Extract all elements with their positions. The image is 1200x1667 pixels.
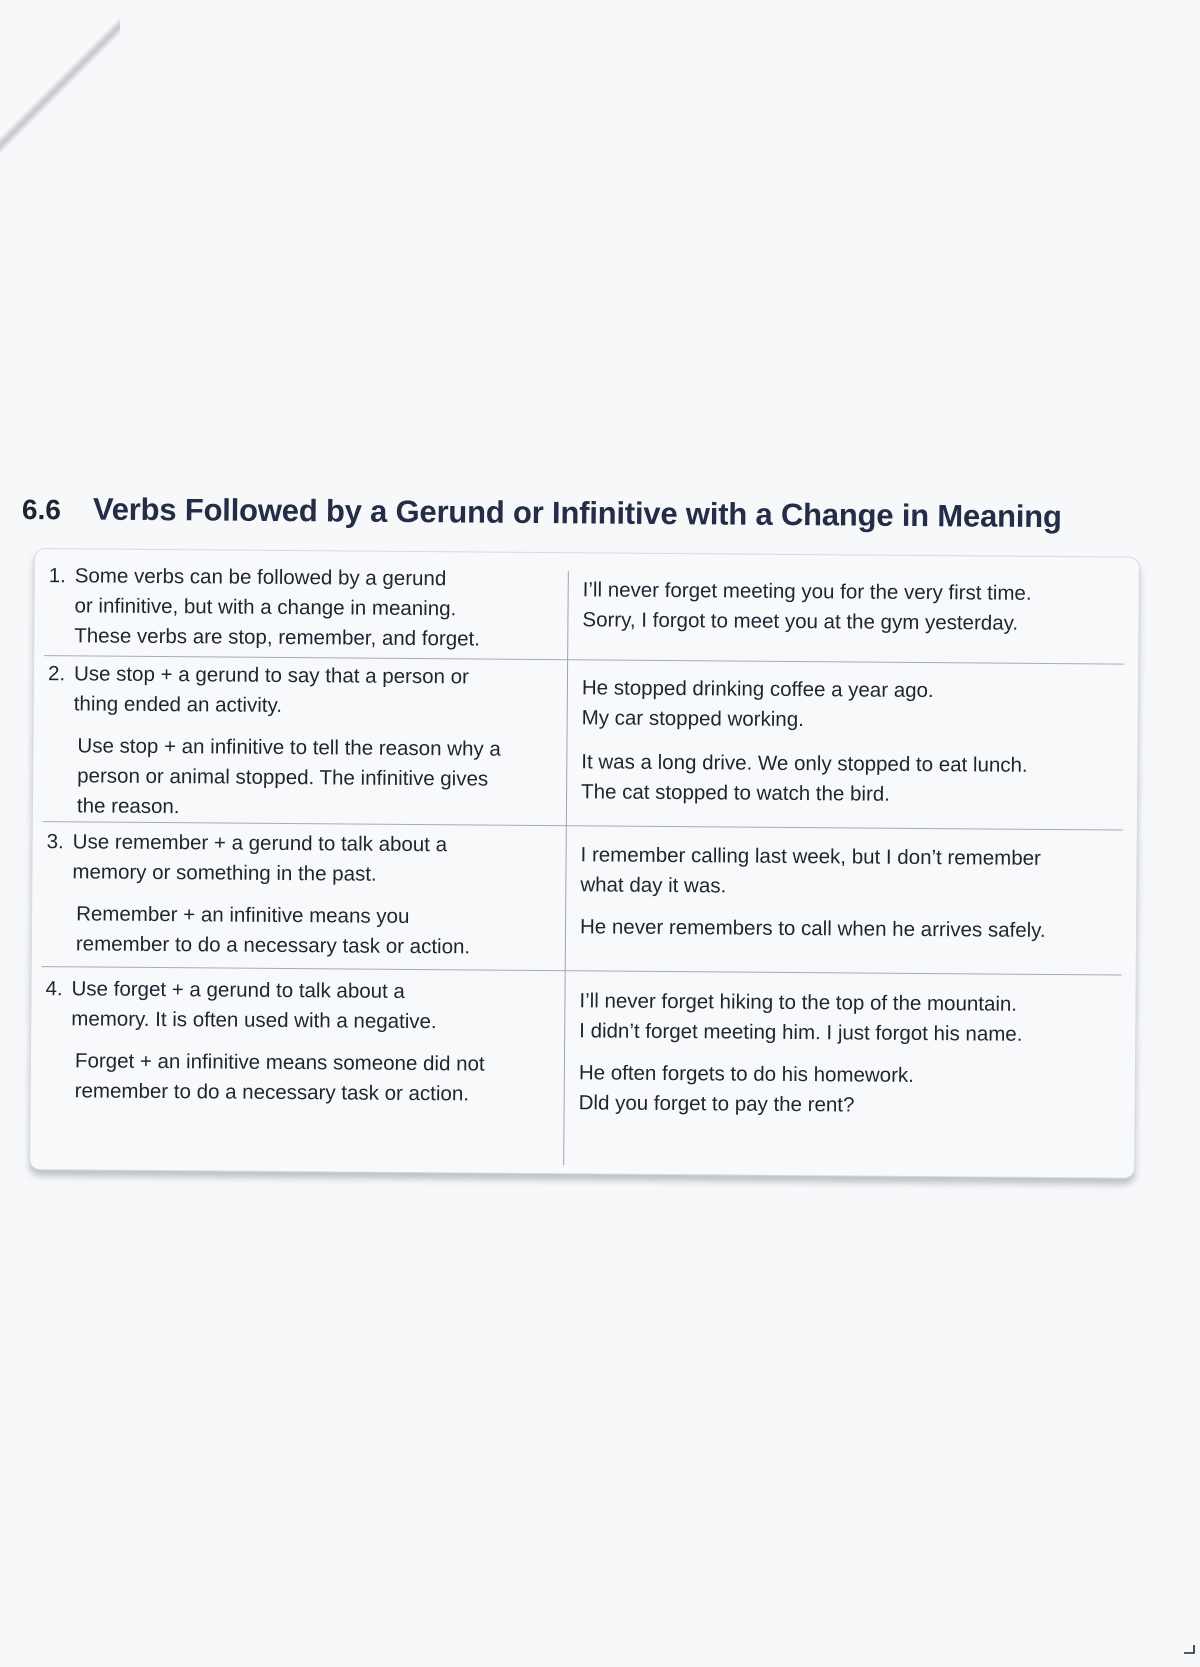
rule-number: 4.	[45, 977, 63, 1001]
sub-rule-line: remember to do a necessary task or action.	[75, 932, 471, 959]
rule-line: Use forget + a gerund to talk about a	[71, 977, 405, 1003]
rule-number: 2.	[47, 662, 66, 686]
grammar-table	[29, 548, 1140, 1179]
corner-mark-icon	[1182, 1643, 1196, 1655]
page-edge-shadow	[0, 0, 120, 190]
sub-rule-line: Remember + an infinitive means you	[76, 902, 410, 928]
examples-2	[581, 673, 1114, 811]
row-divider	[42, 966, 1122, 975]
section-title: Verbs Followed by a Gerund or Infinitive with a Change in Meaning	[92, 491, 1062, 535]
example-line: I’ll never forget meeting you for the very first time.	[582, 578, 1032, 605]
rule-line: Use remember + a gerund to talk about a	[72, 830, 448, 857]
rule-text	[74, 561, 545, 655]
example-line: It was a long drive. We only stopped to eat lunch.	[581, 750, 1028, 777]
section-header	[22, 491, 1062, 535]
rule-number: 1.	[48, 564, 66, 588]
rule-line: thing ended an activity.	[73, 692, 283, 717]
example-line: He often forgets to do his homework.	[578, 1061, 914, 1087]
rule-number: 3.	[46, 830, 64, 854]
sub-rule-line: Use stop + an infinitive to tell the reason why a	[77, 734, 501, 761]
example-line: I’ll never forget hiking to the top of the mountain.	[579, 989, 1018, 1016]
rule-line-italic-terms: These verbs are stop, remember, and forget.	[74, 624, 481, 651]
rule-line: Use stop + a gerund to say that a person or	[73, 662, 469, 689]
sub-examples-2	[581, 747, 1113, 811]
examples-1	[582, 575, 1114, 639]
sub-rule-line: the reason.	[76, 794, 180, 819]
example-line: The cat stopped to watch the bird.	[581, 780, 891, 806]
rule-text	[74, 659, 544, 723]
example-line: I didn’t forget meeting him. I just forgot his name.	[579, 1019, 1023, 1046]
rule-1	[48, 561, 549, 655]
section-number: 6.6	[21, 494, 62, 526]
example-line: Dld you forget to pay the rent?	[578, 1091, 855, 1117]
column-divider	[563, 571, 569, 1165]
example-line: He never remembers to call when he arrives safely.	[579, 915, 1046, 942]
example-line: Sorry, I forgot to meet you at the gym yesterday.	[582, 608, 1019, 635]
sub-rule-line: Forget + an infinitive means someone did not	[74, 1049, 485, 1076]
rule-text	[71, 974, 541, 1038]
examples-4	[579, 986, 1112, 1122]
sub-examples-4	[579, 1058, 1111, 1122]
sub-rule-4	[75, 1046, 545, 1110]
rule-line: Some verbs can be followed by a gerund	[74, 564, 447, 591]
sub-rule-2	[77, 731, 548, 825]
rule-text	[72, 827, 542, 891]
sub-rule-line: remember to do a necessary task or action.	[74, 1079, 470, 1106]
examples-3	[580, 840, 1113, 946]
example-line: My car stopped working.	[581, 706, 804, 732]
sub-examples-3	[580, 912, 1112, 946]
rule-2	[47, 659, 548, 825]
rule-line: memory or something in the past.	[72, 860, 377, 886]
sub-rule-3	[76, 899, 546, 963]
example-line: I remember calling last week, but I don’t remember	[580, 843, 1041, 870]
rule-3	[46, 827, 547, 963]
rule-line: or infinitive, but with a change in meaning.	[74, 594, 457, 621]
rule-line: memory. It is often used with a negative.	[71, 1007, 437, 1034]
sub-rule-line: person or animal stopped. The infinitive gives	[77, 764, 489, 791]
example-line: what day it was.	[580, 873, 727, 898]
example-line: He stopped drinking coffee a year ago.	[581, 676, 934, 703]
rule-4	[45, 974, 546, 1110]
